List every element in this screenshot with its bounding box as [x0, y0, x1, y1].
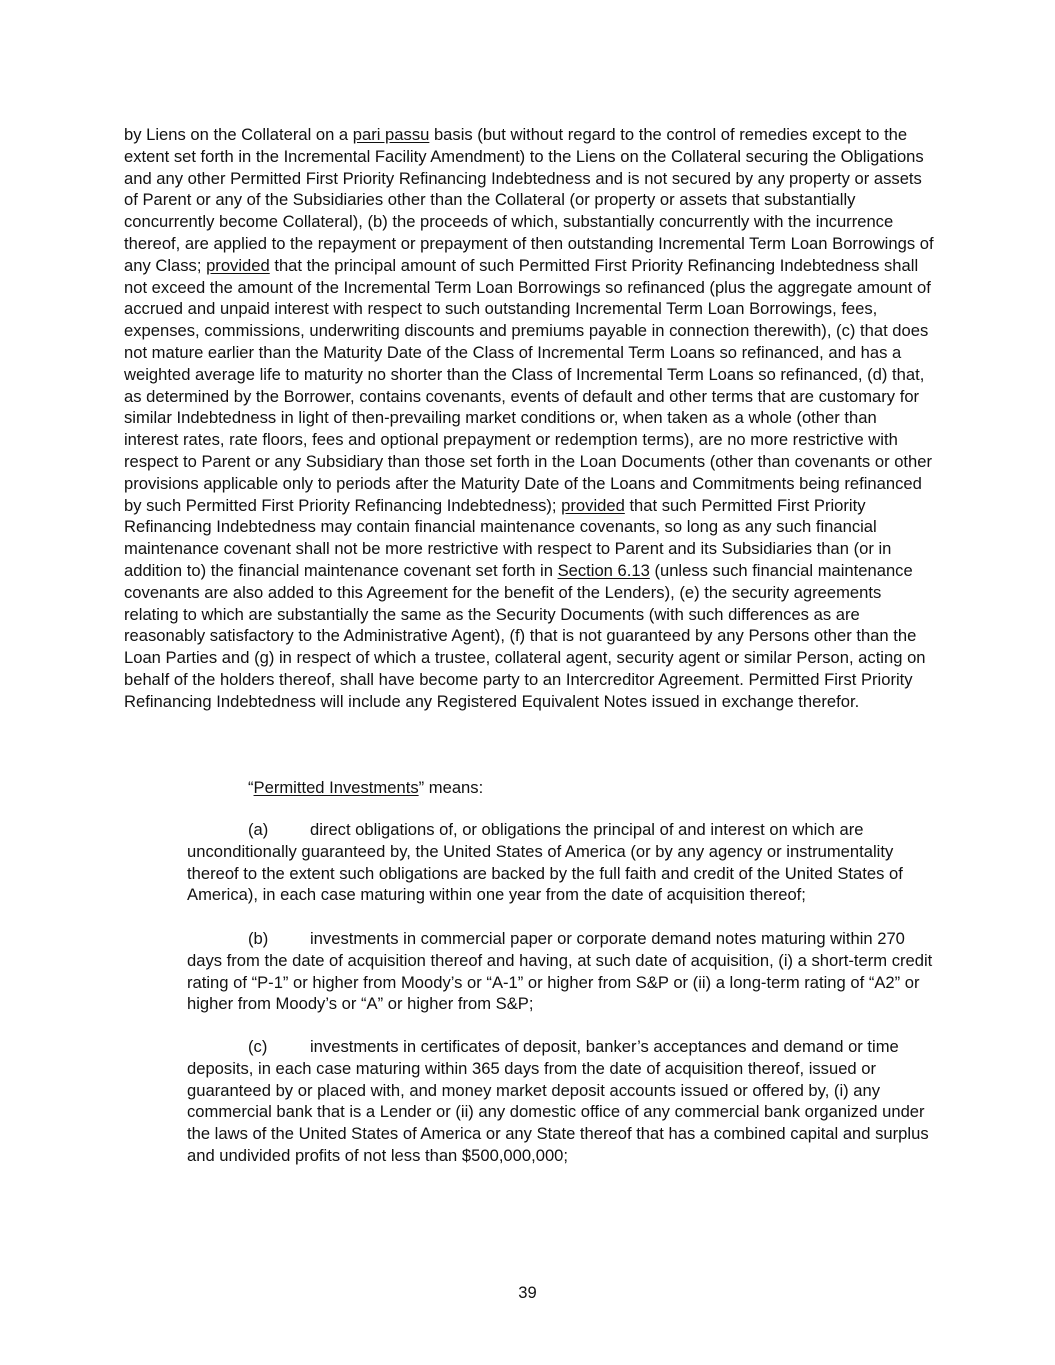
text-segment: that such Permitted First Priority Refinancing Indebtedness may contain financial maintenance covenants, so long as any such financial maintenance covenant shall not be more restrictive with respect to Parent and its Subsidiaries than (or in addition to) the financial maintenance covenant set forth in	[124, 495, 892, 580]
item-label: (b)	[248, 929, 269, 948]
text-segment: (unless such financial maintenance covenants are also added to this Agreement for the benefit of the Lenders), (e) the security agreements relating to which are substantially the same as the Security Documents (with such differences as are reasonably satisfactory to the Administrative Agent), (f) that is not guaranteed by any Persons other than the Loan Parties and (g) in respect of which a trustee, collateral agent, security agent or similar Person, acting on behalf of the holders thereof, shall have become party to an Intercreditor Agreement. Permitted First Priority Refinancing Indebtedness will include any Registered Equivalent Notes issued in exchange therefor.	[124, 560, 926, 711]
list-item	[187, 819, 935, 906]
item-text: direct obligations of, or obligations the principal of and interest on which are unconditionally guaranteed by, the United States of America (or by any agency or instrumentality thereof to the extent such obligations are backed by the full faith and credit of the United States of America), in each case maturing within one year from the date of acquisition thereof;	[187, 820, 903, 905]
underlined-term: provided	[561, 495, 625, 515]
item-text: investments in commercial paper or corporate demand notes maturing within 270 days from the date of acquisition thereof and having, at such date of acquisition, (i) a short-term credit rating of “P-1” or higher from Moody’s or “A-1” or higher from S&P or (ii) a long-term rating of “A2” or higher from Moody’s or “A” or higher from S&P;	[187, 929, 933, 1014]
item-text: investments in certificates of deposit, banker’s acceptances and demand or time deposits, in each case maturing within 365 days from the date of acquisition thereof, issued or guaranteed by or placed with, and money market deposit accounts issued or offered by, (i) any commercial bank that is a Lender or (ii) any domestic office of any commercial bank organized under the laws of the United States of America or any State thereof that has a combined capital and surplus and undivided profits of not less than $500,000,000;	[187, 1037, 929, 1165]
definition-heading: “Permitted Investments” means:	[248, 778, 484, 797]
main-paragraph	[124, 124, 934, 713]
item-label: (a)	[248, 820, 269, 839]
defined-term: Permitted Investments	[253, 778, 419, 797]
section-reference: Section 6.13	[557, 560, 650, 580]
item-label: (c)	[248, 1037, 268, 1056]
list-item	[187, 928, 935, 1015]
page-number: 39	[518, 1283, 537, 1302]
underlined-term: provided	[206, 255, 270, 275]
list-item	[187, 1036, 935, 1167]
text-segment: that the principal amount of such Permitted First Priority Refinancing Indebtedness shall not exceed the amount of the Incremental Term Loan Borrowings so refinanced (plus the aggregate amount of accrued and unpaid interest with respect to such outstanding Incremental Term Loan Borrowings, fees, expenses, commissions, underwriting discounts and premiums payable in connection therewith), (c) that does not mature earlier than the Maturity Date of the Class of Incremental Term Loans so refinanced, and has a weighted average life to maturity no shorter than the Class of Incremental Term Loans so refinanced, (d) that, as determined by the Borrower, contains covenants, events of default and other terms that are customary for similar Indebtedness in light of then-prevailing market conditions or, when taken as a whole (other than interest rates, rate floors, fees and optional prepayment or redemption terms), are no more restrictive with respect to Parent or any Subsidiary than those set forth in the Loan Documents (other than covenants or other provisions applicable only to periods after the Maturity Date of the Loans and Commitments being refinanced by such Permitted First Priority Refinancing Indebtedness);	[124, 255, 933, 515]
text-segment: basis (but without regard to the control of remedies except to the extent set forth in the Incremental Facility Amendment) to the Liens on the Collateral securing the Obligations and any other Permitted First Priority Refinancing Indebtedness and is not secured by any property or assets of Parent or any of the Subsidiaries other than the Collateral (or property or assets that substantially concurrently become Collateral), (b) the proceeds of which, substantially concurrently with the incurrence thereof, are applied to the repayment or prepayment of then outstanding Incremental Term Loan Borrowings of any Class;	[124, 125, 934, 275]
underlined-term: pari passu	[352, 125, 430, 144]
text-segment: by Liens on the Collateral on a	[124, 125, 353, 144]
